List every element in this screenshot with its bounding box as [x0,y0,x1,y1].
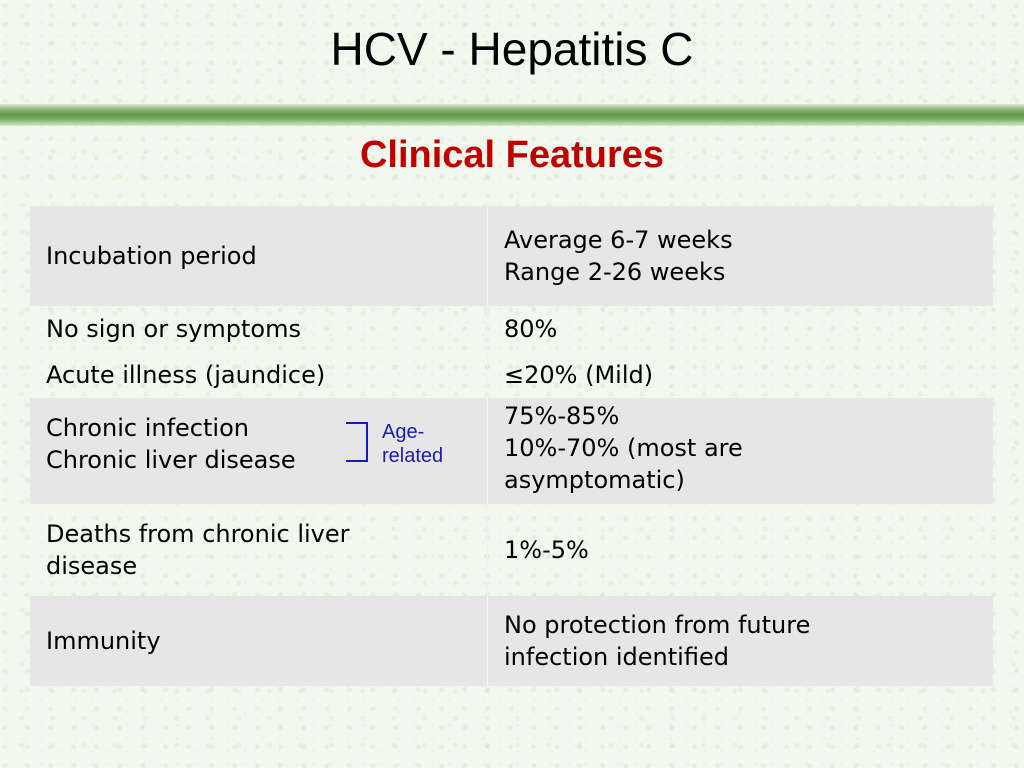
age-related-bracket [346,422,368,462]
slide-subtitle: Clinical Features [359,134,665,176]
row-value-cell [487,206,993,306]
row-label-cell [30,206,487,306]
row-label: No sign or symptoms [46,315,301,343]
table-row-no-symptoms [30,306,993,352]
table-row-acute-illness [30,352,993,398]
annotation-line: related [382,445,444,467]
row-value-cell [487,306,993,352]
row-value-line: ≤20% (Mild) [504,361,654,389]
row-value-line: Average 6-7 weeks [504,226,733,254]
table-row-immunity [30,596,993,686]
row-value-line: 1%-5% [504,536,589,564]
row-value-line: Range 2-26 weeks [504,258,726,286]
row-label-cell [30,398,487,504]
title-divider-bar [0,104,1024,126]
row-value-line: 80% [504,315,558,343]
table-row-incubation [30,206,993,306]
row-label: Chronic liver disease [46,446,296,474]
row-label: Deaths from chronic liver [46,520,350,548]
row-value-line: 75%-85% [504,402,620,430]
row-label-cell [30,596,487,686]
row-label: disease [46,552,138,580]
row-value-line: No protection from future [504,611,811,639]
row-label-cell [30,352,487,398]
row-value-cell [487,504,993,596]
slide-title: HCV - Hepatitis C [330,23,694,75]
table-row-chronic [30,398,993,504]
row-value-cell [487,352,993,398]
row-label: Chronic infection [46,414,249,442]
row-label-cell [30,504,487,596]
age-related-annotation [382,420,443,468]
table-row-deaths [30,504,993,596]
row-label: Incubation period [46,242,257,270]
row-label: Immunity [46,627,161,655]
row-value-line: 10%-70% (most are [504,434,743,462]
row-value-line: asymptomatic) [504,466,685,494]
row-label: Acute illness (jaundice) [46,361,326,389]
row-value-line: infection identified [504,643,729,671]
annotation-line: Age- [382,421,425,443]
row-label-cell [30,306,487,352]
clinical-features-table [30,206,993,686]
row-value-cell [487,596,993,686]
row-value-cell [487,398,993,504]
